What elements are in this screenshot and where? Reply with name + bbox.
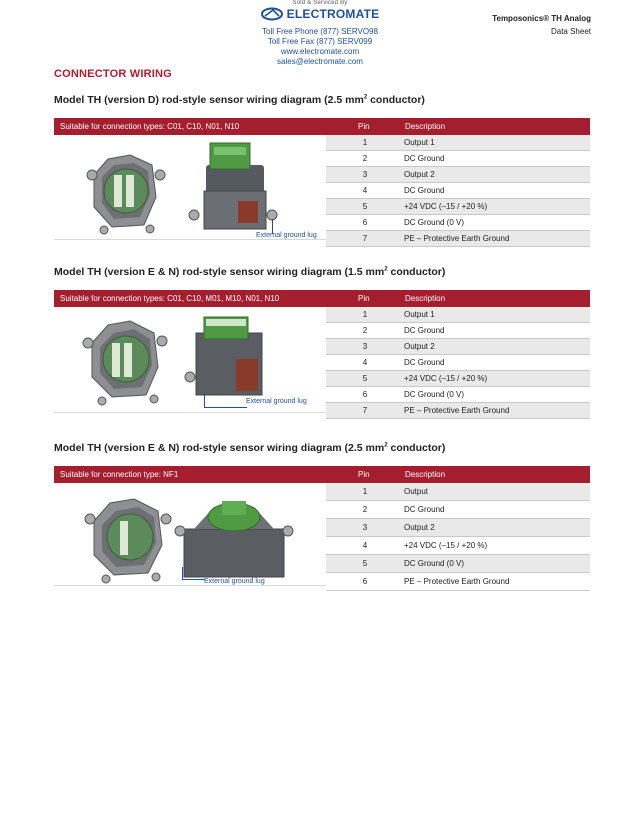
pin-number: 2: [362, 505, 368, 514]
contact-info: [250, 27, 390, 67]
pin-number: 7: [362, 234, 368, 243]
website-link[interactable]: www.electromate.com: [280, 47, 360, 56]
pin-number: 3: [362, 170, 368, 179]
table-row: [326, 151, 590, 167]
pin-header: Pin: [358, 294, 370, 303]
pin-description: Output 1: [404, 310, 435, 319]
table-header: [54, 290, 590, 307]
diagram-title-2: [54, 266, 445, 278]
brand-name: ELECTROMATE: [286, 7, 380, 21]
connector-image-area: [54, 483, 326, 586]
connector-perspective-icon: [175, 501, 293, 577]
table-row: [326, 403, 590, 419]
diagram-title-sup: 2: [363, 94, 368, 101]
table-row: [326, 371, 590, 387]
sold-by-text: Sold & Serviced By: [292, 0, 348, 6]
table-header: [54, 118, 590, 135]
connector-image-area: [54, 307, 326, 413]
pin-number: 1: [362, 310, 368, 319]
pin-description: +24 VDC (–15 / +20 %): [404, 202, 488, 211]
table-row: [326, 307, 590, 323]
connection-types: Suitable for connection type: NF1: [60, 470, 179, 479]
connector-face-icon: [87, 155, 165, 234]
pin-number: 6: [362, 390, 368, 399]
table-row: [326, 555, 590, 573]
pin-description: Output 1: [404, 138, 435, 147]
table-header: [54, 466, 590, 483]
pin-description: Output 2: [404, 523, 435, 532]
wiring-block-1: [54, 118, 590, 243]
table-row: [326, 135, 590, 151]
description-header: Description: [405, 122, 446, 131]
table-row: [326, 199, 590, 215]
pin-number: 3: [362, 342, 368, 351]
diagram-title-text: Model TH (version D) rod-style sensor wiring diagram (2.5 mm: [54, 94, 364, 106]
pin-description: DC Ground: [404, 505, 445, 514]
pin-number: 1: [362, 487, 368, 496]
pin-number: 4: [362, 186, 368, 195]
connector-perspective-icon: [189, 143, 277, 229]
pin-description: DC Ground (0 V): [404, 218, 465, 227]
pin-number: 5: [362, 559, 368, 568]
pin-table: [326, 483, 590, 591]
table-row: [326, 519, 590, 537]
connector-face-icon: [85, 499, 171, 583]
pin-number: 6: [362, 577, 368, 586]
phone-text: Toll Free Phone (877) SERVO98: [262, 27, 378, 36]
pin-description: +24 VDC (–15 / +20 %): [404, 541, 488, 550]
ground-lug-label: External ground lug: [204, 578, 265, 585]
table-row: [326, 167, 590, 183]
pin-description: DC Ground: [404, 186, 445, 195]
pin-number: 5: [362, 374, 368, 383]
pin-description: PE – Protective Earth Ground: [404, 406, 510, 415]
pin-number: 6: [362, 218, 368, 227]
pin-description: Output 2: [404, 342, 435, 351]
email-link[interactable]: sales@electromate.com: [277, 57, 363, 66]
pin-number: 1: [362, 138, 368, 147]
table-row: [326, 339, 590, 355]
diagram-title-1: [54, 94, 425, 106]
pin-description: Output 2: [404, 170, 435, 179]
diagram-title-end: conductor): [387, 266, 446, 278]
connector-illustration: [54, 135, 326, 239]
connector-illustration: [54, 307, 326, 412]
lug-pointer: [204, 393, 247, 408]
pin-number: 5: [362, 202, 368, 211]
connector-perspective-icon: [185, 317, 262, 395]
pin-number: 2: [362, 326, 368, 335]
electromate-logo-icon: [261, 7, 283, 21]
pin-description: Output: [404, 487, 429, 496]
table-row: [326, 573, 590, 591]
product-name: Temposonics® TH Analog: [492, 14, 591, 23]
pin-description: PE – Protective Earth Ground: [404, 577, 510, 586]
pin-number: 7: [362, 406, 368, 415]
wiring-block-2: [54, 290, 590, 415]
pin-number: 4: [362, 358, 368, 367]
pin-number: 4: [362, 541, 368, 550]
lug-pointer: [182, 567, 205, 580]
table-row: [326, 215, 590, 231]
table-row: [326, 537, 590, 555]
brand: [250, 7, 390, 21]
pin-table: [326, 135, 590, 247]
connection-types: Suitable for connection types: C01, C10, M01, M10, N01, N10: [60, 294, 280, 303]
wiring-block-3: [54, 466, 590, 586]
ground-lug-label: External ground lug: [246, 398, 307, 405]
pin-table: [326, 307, 590, 419]
vendor-block: [250, 0, 390, 67]
fax-text: Toll Free Fax (877) SERV099: [267, 37, 373, 46]
pin-description: PE – Protective Earth Ground: [404, 234, 510, 243]
pin-description: DC Ground: [404, 358, 445, 367]
pin-description: DC Ground: [404, 326, 445, 335]
table-row: [326, 387, 590, 403]
pin-header: Pin: [358, 122, 370, 131]
pin-description: DC Ground (0 V): [404, 390, 465, 399]
table-row: [326, 183, 590, 199]
diagram-title-3: [54, 442, 445, 454]
connection-types: Suitable for connection types: C01, C10, N01, N10: [60, 122, 240, 131]
diagram-title-sup: 2: [384, 266, 388, 273]
diagram-title-end: conductor): [387, 442, 446, 454]
diagram-title-end: conductor): [367, 94, 425, 106]
table-row: [326, 483, 590, 501]
pin-number: 3: [362, 523, 368, 532]
table-row: [326, 231, 590, 247]
pin-description: +24 VDC (–15 / +20 %): [404, 374, 488, 383]
description-header: Description: [405, 470, 446, 479]
table-row: [326, 501, 590, 519]
pin-description: DC Ground: [404, 154, 445, 163]
doc-type: Data Sheet: [550, 27, 591, 36]
pin-number: 2: [362, 154, 368, 163]
doc-title: [492, 12, 591, 38]
diagram-title-text: Model TH (version E & N) rod-style sensor wiring diagram (1.5 mm: [54, 266, 385, 278]
ground-lug-label: External ground lug: [256, 232, 317, 239]
section-title: CONNECTOR WIRING: [54, 68, 172, 80]
diagram-title-sup: 2: [384, 442, 388, 449]
connector-image-area: [54, 135, 326, 240]
pin-header: Pin: [358, 470, 370, 479]
diagram-title-text: Model TH (version E & N) rod-style sensor wiring diagram (2.5 mm: [54, 442, 385, 454]
table-row: [326, 323, 590, 339]
pin-description: DC Ground (0 V): [404, 559, 465, 568]
table-row: [326, 355, 590, 371]
description-header: Description: [405, 294, 446, 303]
connector-face-icon: [83, 321, 167, 405]
